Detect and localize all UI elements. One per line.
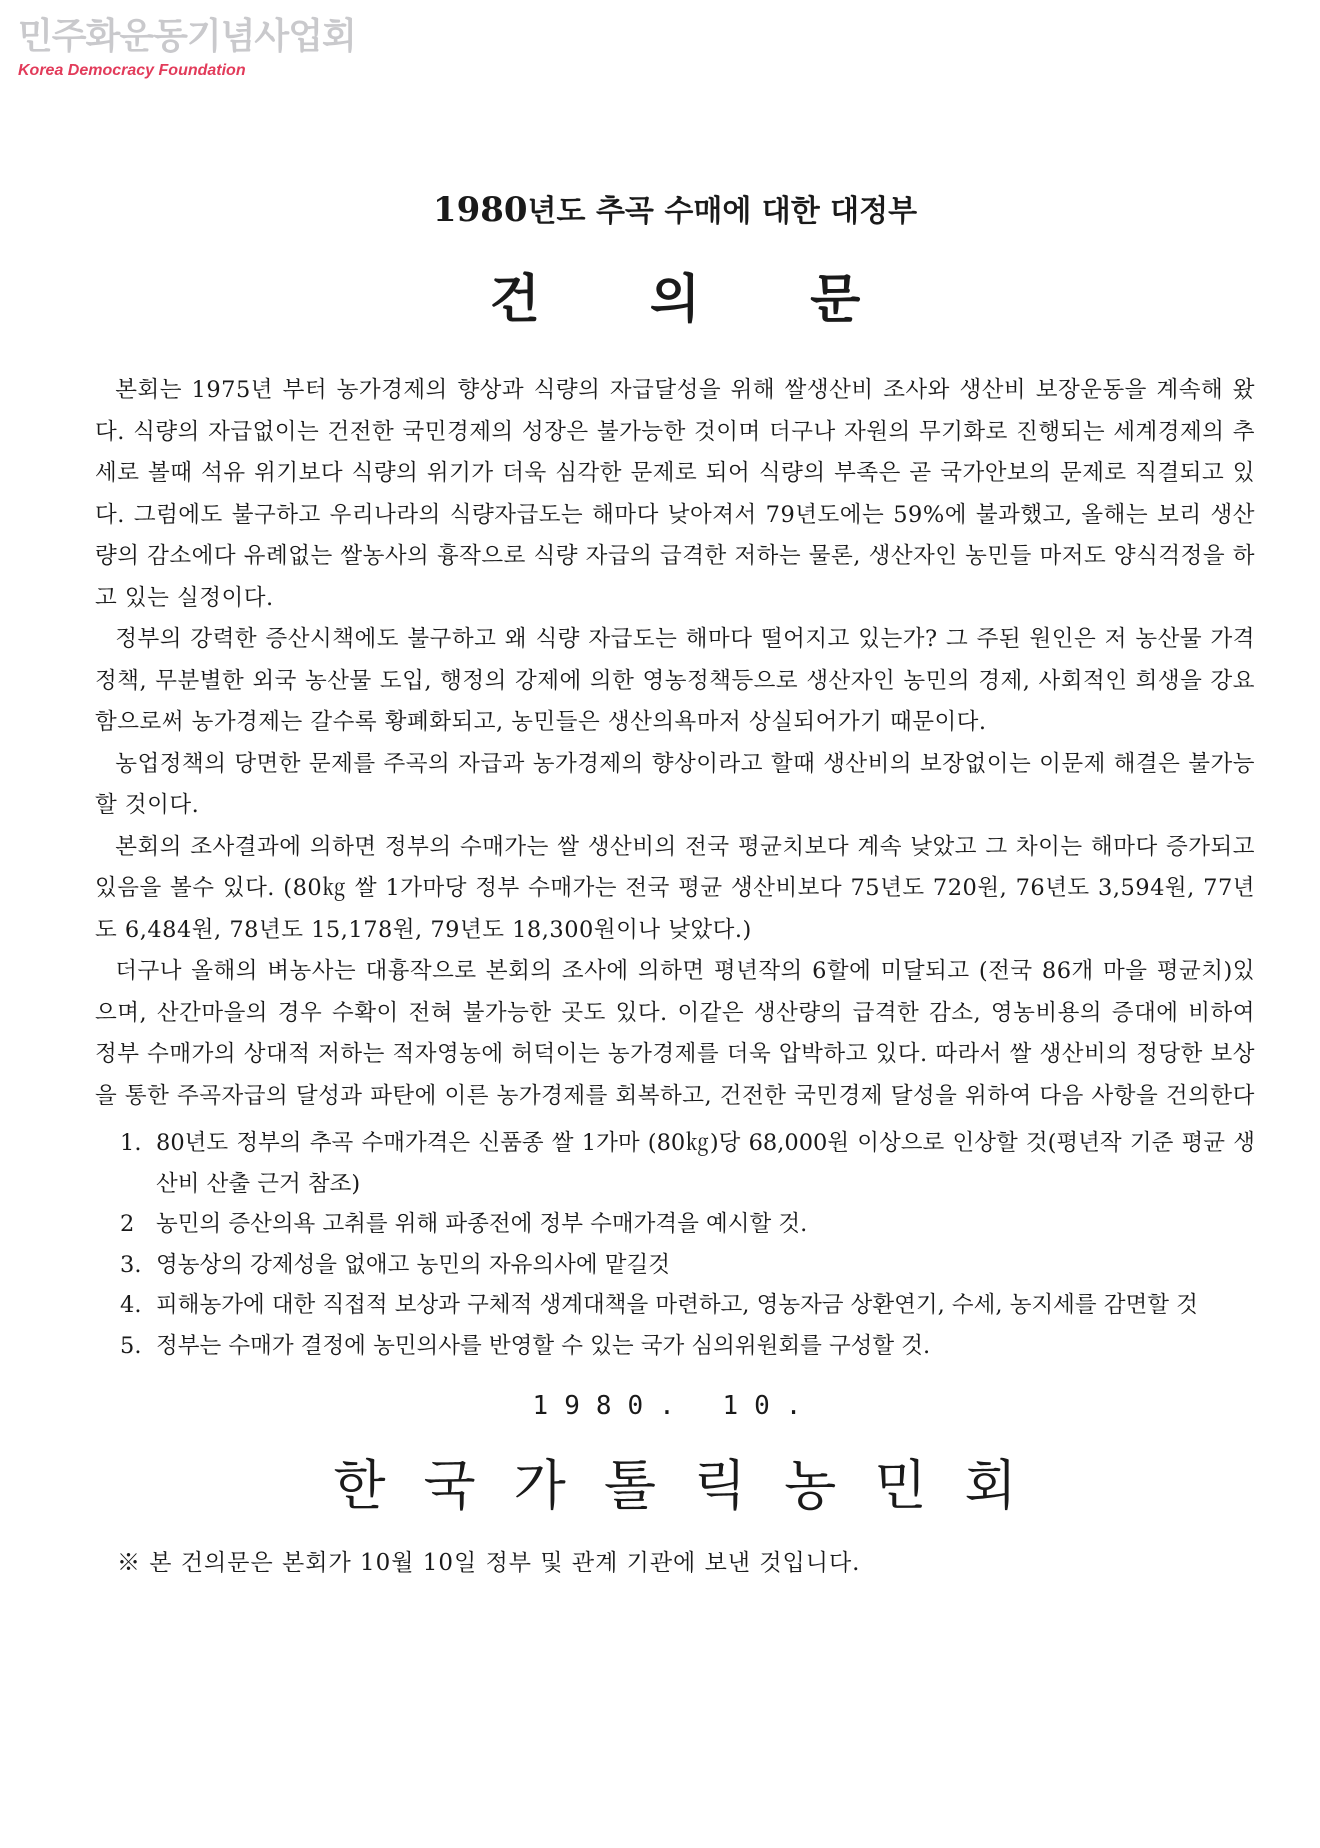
paragraph: 정부의 강력한 증산시책에도 불구하고 왜 식량 자급도는 해마다 떨어지고 있는가? 그 주된 원인은 저 농산물 가격정책, 무분별한 외국 농산물 도입, 행정의 강제에 의한 영농정책등으로 생산자인 농민의 경제, 사회적인 희생을 강요함으로써 농가경제는 갈수록 황폐화되고, 농민들은 생산의욕마저 상실되어가기 때문이다. xyxy=(95,626,1255,735)
paragraph: 더구나 올해의 벼농사는 대흉작으로 본회의 조사에 의하면 평년작의 6할에 미달되고 (전국 86개 마을 평균치)있으며, 산간마을의 경우 수확이 전혀 불가능한 곳도 있다. 이같은 생산량의 급격한 감소, 영농비용의 증대에 비하여 정부 수매가의 상대적 저하는 적자영농에 허덕이는 농가경제를 더욱 압박하고 있다. 따라서 쌀 생산비의 정당한 보상을 통한 주곡자급의 달성과 파탄에 이른 농가경제를 회복하고, 건전한 국민경제 달성을 위하여 다음 사항을 건의한다 xyxy=(95,958,1255,1109)
item-text: 영농상의 강제성을 없애고 농민의 자유의사에 맡길것 xyxy=(156,1251,670,1278)
document-body xyxy=(95,370,1255,1117)
watermark-korean: 민주화운동기념사업회 xyxy=(18,16,356,57)
list-item xyxy=(120,1326,1255,1367)
document-title: 건의문 xyxy=(489,270,971,330)
list-item xyxy=(120,1204,1255,1245)
paragraph: 본회의 조사결과에 의하면 정부의 수매가는 쌀 생산비의 전국 평균치보다 계속 낮았고 그 차이는 해마다 증가되고 있음을 볼수 있다. (80㎏ 쌀 1가마당 정부 수매가는 전국 평균 생산비보다 75년도 720원, 76년도 3,594원, 77년도 6,484원, 78년도 15,178원, 79년도 18,300원이나 낮았다.) xyxy=(95,833,1255,943)
item-text: 농민의 증산의욕 고취를 위해 파종전에 정부 수매가격을 예시할 것. xyxy=(156,1211,808,1237)
subtitle-text: 년도 추곡 수매에 대한 대정부 xyxy=(527,194,918,229)
watermark-logo xyxy=(18,16,356,80)
list-item xyxy=(120,1123,1255,1204)
item-number: 2 xyxy=(120,1211,135,1237)
item-text: 피해농가에 대한 직접적 보상과 구체적 생계대책을 마련하고, 영농자금 상환연기, 수세, 농지세를 감면할 것 xyxy=(156,1292,1198,1318)
item-number: 5. xyxy=(120,1332,142,1359)
item-number: 4. xyxy=(120,1292,142,1318)
recommendation-list xyxy=(95,1123,1255,1366)
subtitle-year: 1980 xyxy=(432,190,528,230)
item-number: 1. xyxy=(120,1130,142,1156)
paragraph: 농업정책의 당면한 문제를 주곡의 자급과 농가경제의 향상이라고 할때 생산비의 보장없이는 이문제 해결은 불가능할 것이다. xyxy=(95,750,1255,818)
list-item xyxy=(120,1285,1255,1326)
paragraph: 본회는 1975년 부터 농가경제의 향상과 식량의 자급달성을 위해 쌀생산비 조사와 생산비 보장운동을 계속해 왔다. 식량의 자급없이는 건전한 국민경제의 성장은 불가능한 것이며 더구나 자원의 무기화로 진행되는 세계경제의 추세로 볼때 석유 위기보다 식량의 위기가 더욱 심각한 문제로 되어 식량의 부족은 곧 국가안보의 문제로 직결되고 있다. 그럼에도 불구하고 우리나라의 식량자급도는 해마다 낮아져서 79년도에는 59%에 불과했고, 올해는 보리 생산량의 감소에다 유례없는 쌀농사의 흉작으로 식량 자급의 급격한 저하는 물론, 생산자인 농민들 마저도 양식걱정을 하고 있는 실정이다. xyxy=(95,377,1255,611)
item-number: 3. xyxy=(120,1251,142,1278)
item-text: 정부는 수매가 결정에 농민의사를 반영할 수 있는 국가 심의위원회를 구성할 것. xyxy=(156,1332,931,1359)
organization-name: 한국가톨릭농민회 xyxy=(333,1454,1055,1517)
document-subtitle xyxy=(95,190,1255,232)
footnote: ※ 본 건의문은 본회가 10월 10일 정부 및 관계 기관에 보낸 것입니다. xyxy=(117,1550,861,1576)
document xyxy=(95,190,1255,1580)
document-date: 1980. 10. xyxy=(532,1391,818,1421)
list-item xyxy=(120,1245,1255,1286)
item-text: 80년도 정부의 추곡 수매가격은 신품종 쌀 1가마 (80㎏)당 68,000원 이상으로 인상할 것(평년작 기준 평균 생산비 산출 근거 참조) xyxy=(156,1130,1255,1197)
watermark-english: Korea Democracy Foundation xyxy=(18,62,246,79)
